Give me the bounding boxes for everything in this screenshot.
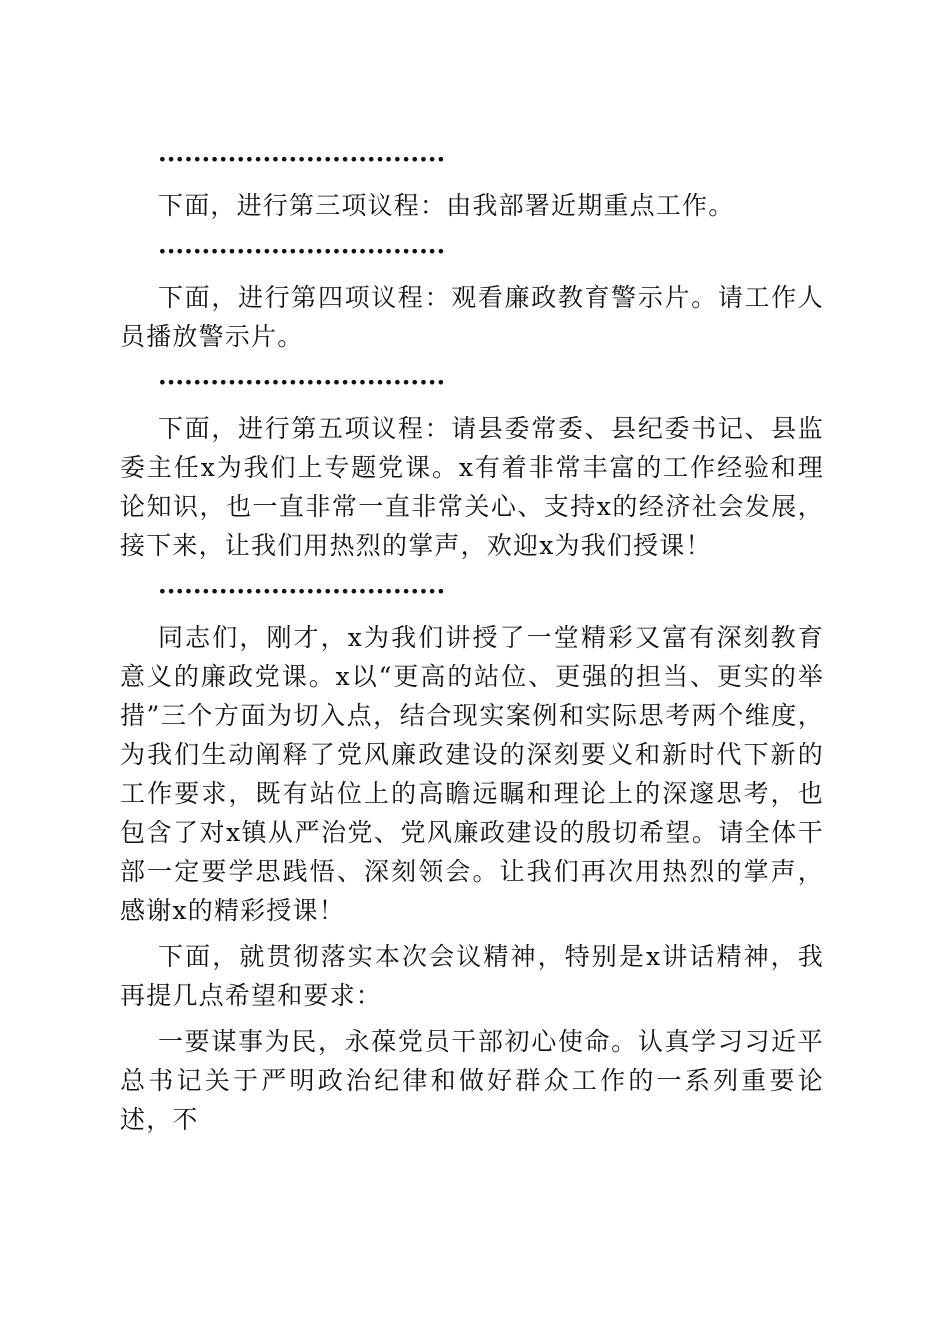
paragraph-agenda-4: 下面，进行第四项议程：观看廉政教育警示片。请工作人员播放警示片。 xyxy=(120,283,824,351)
ellipsis-separator: ································· xyxy=(158,145,446,174)
ellipsis-separator: ································· xyxy=(158,237,446,266)
ellipsis-separator: ································· xyxy=(158,577,446,606)
ellipsis-separator: ································· xyxy=(158,368,446,397)
paragraph-agenda-5: 下面，进行第五项议程：请县委常委、县纪委书记、县监委主任x为我们上专题党课。x有着非常丰富的工作经验和理论知识，也一直非常一直非常关心、支持x的经济社会发展，接下来，让我们用热烈的掌声，欢迎x为我们授课！ xyxy=(120,414,824,560)
document-page xyxy=(120,140,824,1146)
paragraph-requirements-intro: 下面，就贯彻落实本次会议精神，特别是x讲话精神，我再提几点希望和要求： xyxy=(120,942,824,1010)
paragraph-requirement-1: 一要谋事为民，永葆党员干部初心使命。认真学习习近平总书记关于严明政治纪律和做好群众工作的一系列重要论述，不 xyxy=(120,1027,824,1134)
paragraph-agenda-3: 下面，进行第三项议程：由我部署近期重点工作。 xyxy=(158,191,735,220)
paragraph-lecture-summary: 同志们，刚才，x为我们讲授了一堂精彩又富有深刻教育意义的廉政党课。x以“更高的站位、更强的担当、更实的举措”三个方面为切入点，结合现实案例和实际思考两个维度，为我们生动阐释了党风廉政建设的深刻要义和新时代下新的工作要求，既有站位上的高瞻远瞩和理论上的深邃思考，也包含了对x镇从严治党、党风廉政建设的殷切希望。请全体干部一定要学思践悟、深刻领会。让我们再次用热烈的掌声，感谢x的精彩授课！ xyxy=(120,623,824,925)
